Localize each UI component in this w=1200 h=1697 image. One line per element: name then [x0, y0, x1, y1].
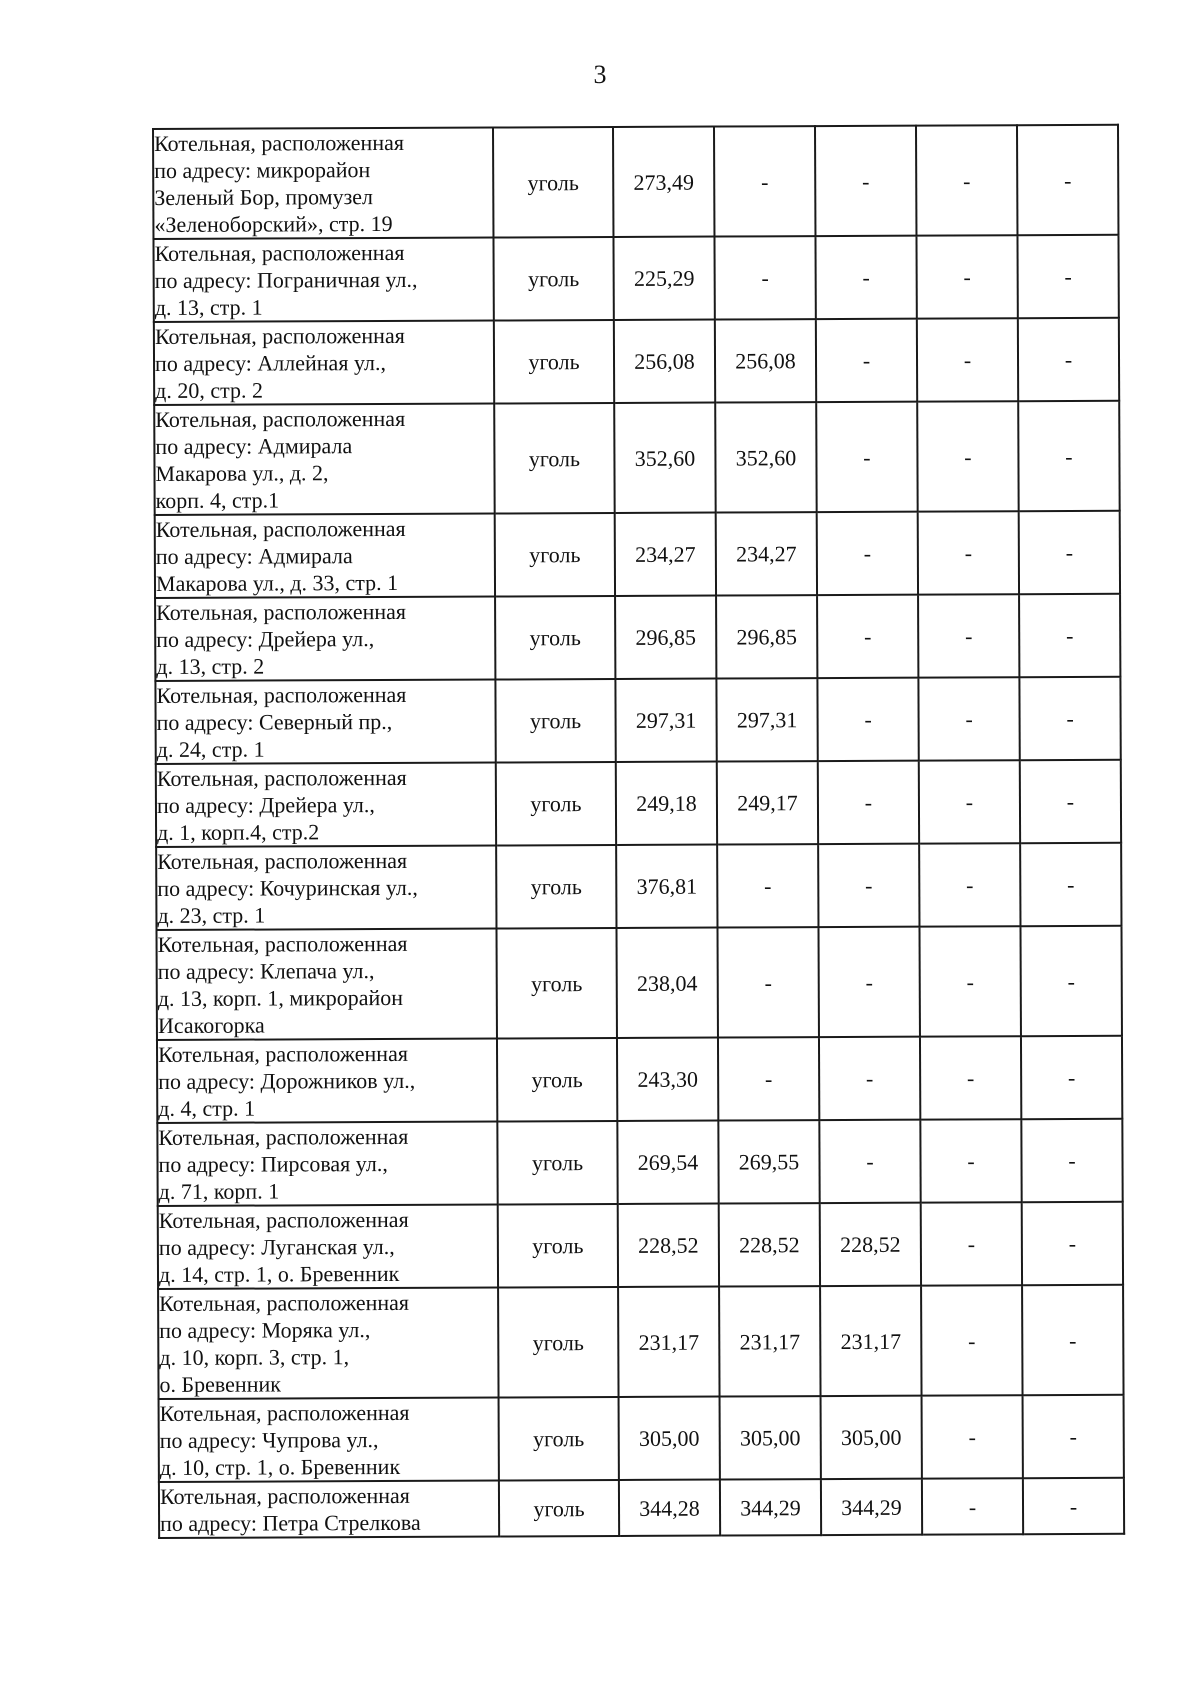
boiler-address-cell: Котельная, расположенная по адресу: Аллейная ул., д. 20, стр. 2: [154, 321, 494, 405]
value-cell: 297,31: [716, 678, 817, 761]
fuel-type-cell: уголь: [493, 127, 613, 238]
value-cell: 305,00: [720, 1396, 821, 1479]
value-cell: 352,60: [715, 402, 816, 512]
value-cell: 256,08: [614, 320, 715, 403]
value-cell: -: [1017, 125, 1118, 235]
value-cell: -: [717, 844, 818, 927]
value-cell: -: [917, 401, 1018, 511]
value-cell: 296,85: [716, 595, 817, 678]
table-row: [156, 926, 1121, 1040]
value-cell: 256,08: [715, 319, 816, 402]
value-cell: -: [1023, 1395, 1124, 1478]
value-cell: 296,85: [615, 596, 716, 679]
value-cell: 269,55: [718, 1120, 819, 1203]
value-cell: 376,81: [616, 845, 717, 928]
table-row: [157, 1036, 1122, 1123]
value-cell: 234,27: [716, 512, 817, 595]
value-cell: -: [1019, 594, 1120, 677]
tariff-table-body: [153, 125, 1124, 1538]
page-number: 3: [593, 60, 607, 89]
boiler-address-cell: Котельная, расположенная по адресу: микрорайон Зеленый Бор, промузел «Зеленоборский», стр. 19: [153, 128, 493, 239]
value-cell: -: [921, 1202, 1022, 1285]
value-cell: -: [917, 318, 1018, 401]
value-cell: -: [1018, 401, 1119, 511]
boiler-address-cell: Котельная, расположенная по адресу: Пирсовая ул., д. 71, корп. 1: [157, 1122, 497, 1206]
fuel-type-cell: уголь: [496, 845, 616, 929]
boiler-address-cell: Котельная, расположенная по адресу: Кочуринская ул., д. 23, стр. 1: [156, 846, 496, 930]
value-cell: -: [1021, 1036, 1122, 1119]
value-cell: 249,17: [717, 761, 818, 844]
value-cell: -: [1020, 843, 1121, 926]
fuel-type-cell: уголь: [495, 679, 615, 763]
fuel-type-cell: уголь: [499, 1480, 619, 1537]
table-row: [154, 318, 1119, 405]
value-cell: -: [922, 1395, 1023, 1478]
value-cell: -: [919, 843, 1020, 926]
value-cell: -: [818, 927, 919, 1037]
value-cell: -: [717, 927, 818, 1037]
boiler-address-cell: Котельная, расположенная по адресу: Моряка ул., д. 10, корп. 3, стр. 1, о. Бревенник: [158, 1288, 498, 1399]
table-row: [156, 843, 1121, 930]
fuel-type-cell: уголь: [496, 928, 616, 1039]
value-cell: -: [1021, 1119, 1122, 1202]
boiler-address-cell: Котельная, расположенная по адресу: Петра Стрелкова: [159, 1480, 499, 1537]
value-cell: -: [1022, 1285, 1123, 1395]
fuel-type-cell: уголь: [498, 1204, 618, 1288]
tariff-table: [152, 124, 1125, 1539]
value-cell: 231,17: [820, 1286, 921, 1396]
value-cell: -: [922, 1478, 1023, 1534]
table-row: [155, 511, 1120, 598]
value-cell: -: [714, 126, 815, 236]
boiler-address-cell: Котельная, расположенная по адресу: Дрейера ул., д. 1, корп.4, стр.2: [156, 763, 496, 847]
value-cell: 234,27: [615, 513, 716, 596]
table-row: [158, 1285, 1123, 1399]
value-cell: 305,00: [821, 1396, 922, 1479]
value-cell: -: [1017, 235, 1118, 318]
value-cell: -: [918, 594, 1019, 677]
value-cell: 344,28: [619, 1480, 720, 1536]
value-cell: -: [916, 235, 1017, 318]
value-cell: 231,17: [618, 1287, 719, 1397]
boiler-address-cell: Котельная, расположенная по адресу: Северный пр., д. 24, стр. 1: [155, 680, 495, 764]
fuel-type-cell: уголь: [497, 1038, 617, 1122]
value-cell: -: [718, 1037, 819, 1120]
boiler-address-cell: Котельная, расположенная по адресу: Пограничная ул., д. 13, стр. 1: [153, 238, 493, 322]
value-cell: 228,52: [618, 1204, 719, 1287]
value-cell: -: [918, 677, 1019, 760]
value-cell: 344,29: [720, 1479, 821, 1535]
boiler-address-cell: Котельная, расположенная по адресу: Дрейера ул., д. 13, стр. 2: [155, 597, 495, 681]
value-cell: 228,52: [820, 1203, 921, 1286]
value-cell: -: [919, 926, 1020, 1036]
value-cell: 297,31: [615, 679, 716, 762]
value-cell: -: [818, 761, 919, 844]
value-cell: -: [916, 125, 1017, 235]
table-row: [153, 125, 1118, 239]
value-cell: -: [815, 126, 916, 236]
value-cell: -: [1023, 1478, 1124, 1534]
value-cell: 273,49: [613, 127, 714, 237]
fuel-type-cell: уголь: [493, 237, 613, 321]
value-cell: -: [1022, 1202, 1123, 1285]
fuel-type-cell: уголь: [498, 1287, 618, 1398]
fuel-type-cell: уголь: [496, 762, 616, 846]
value-cell: -: [1019, 677, 1120, 760]
table-row: [159, 1395, 1124, 1482]
value-cell: 243,30: [617, 1038, 718, 1121]
value-cell: 231,17: [719, 1286, 820, 1396]
table-row: [153, 235, 1118, 322]
value-cell: -: [819, 1120, 920, 1203]
value-cell: 249,18: [616, 762, 717, 845]
value-cell: -: [1019, 511, 1120, 594]
value-cell: 344,29: [821, 1479, 922, 1535]
table-row: [154, 401, 1119, 515]
table-row: [155, 594, 1120, 681]
value-cell: -: [1018, 318, 1119, 401]
fuel-type-cell: уголь: [495, 596, 615, 680]
value-cell: -: [919, 760, 1020, 843]
value-cell: -: [918, 511, 1019, 594]
value-cell: -: [816, 402, 917, 512]
fuel-type-cell: уголь: [499, 1397, 619, 1481]
value-cell: -: [817, 678, 918, 761]
fuel-type-cell: уголь: [497, 1121, 617, 1205]
boiler-address-cell: Котельная, расположенная по адресу: Клепача ул., д. 13, корп. 1, микрорайон Исакогорка: [156, 929, 496, 1040]
value-cell: -: [817, 512, 918, 595]
value-cell: -: [817, 595, 918, 678]
value-cell: -: [815, 236, 916, 319]
table-row: [158, 1202, 1123, 1289]
fuel-type-cell: уголь: [494, 320, 614, 404]
boiler-address-cell: Котельная, расположенная по адресу: Адмирала Макарова ул., д. 33, стр. 1: [155, 514, 495, 598]
value-cell: -: [819, 1037, 920, 1120]
boiler-address-cell: Котельная, расположенная по адресу: Луганская ул., д. 14, стр. 1, о. Бревенник: [158, 1205, 498, 1289]
fuel-type-cell: уголь: [495, 513, 615, 597]
table-row: [157, 1119, 1122, 1206]
boiler-address-cell: Котельная, расположенная по адресу: Дорожников ул., д. 4, стр. 1: [157, 1039, 497, 1123]
table-row: [156, 760, 1121, 847]
table-row: [155, 677, 1120, 764]
table-row: [159, 1478, 1124, 1538]
value-cell: -: [920, 1036, 1021, 1119]
boiler-address-cell: Котельная, расположенная по адресу: Чупрова ул., д. 10, стр. 1, о. Бревенник: [159, 1398, 499, 1482]
fuel-type-cell: уголь: [494, 403, 614, 514]
value-cell: 352,60: [614, 403, 715, 513]
value-cell: 269,54: [617, 1121, 718, 1204]
value-cell: -: [1020, 926, 1121, 1036]
value-cell: -: [818, 844, 919, 927]
value-cell: 305,00: [619, 1397, 720, 1480]
value-cell: 228,52: [719, 1203, 820, 1286]
value-cell: -: [714, 236, 815, 319]
value-cell: -: [921, 1285, 1022, 1395]
boiler-address-cell: Котельная, расположенная по адресу: Адмирала Макарова ул., д. 2, корп. 4, стр.1: [154, 404, 494, 515]
value-cell: -: [816, 319, 917, 402]
value-cell: 238,04: [616, 928, 717, 1038]
value-cell: 225,29: [613, 237, 714, 320]
value-cell: -: [1020, 760, 1121, 843]
value-cell: -: [920, 1119, 1021, 1202]
